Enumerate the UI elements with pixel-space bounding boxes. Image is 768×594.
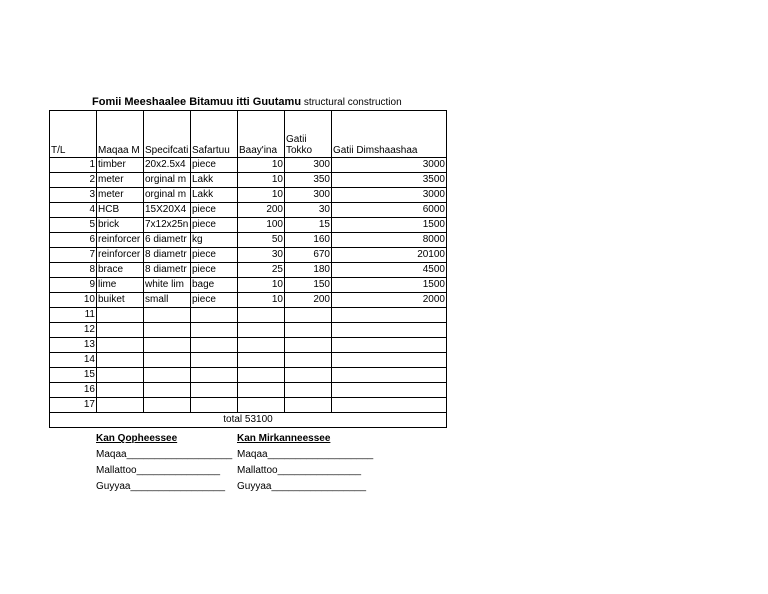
- item-unit: piece: [191, 248, 238, 263]
- item-unit: piece: [191, 263, 238, 278]
- row-number: 2: [50, 173, 97, 188]
- item-quantity: [238, 398, 285, 413]
- item-unit-price: [285, 308, 332, 323]
- header-gatii-tokko: Gatii Tokko: [285, 111, 332, 158]
- prepared-by-signature-line: Mallattoo_______________: [96, 465, 220, 476]
- approved-by-heading: Kan Mirkanneessee: [237, 433, 331, 444]
- approved-by-block: [237, 431, 373, 495]
- title-subtitle: structural construction: [303, 97, 402, 108]
- table-row: [50, 308, 447, 323]
- item-unit-price: 15: [285, 218, 332, 233]
- item-total-price: 1500: [332, 278, 447, 293]
- item-specification: small: [144, 293, 191, 308]
- item-name: [97, 338, 144, 353]
- item-unit-price: 150: [285, 278, 332, 293]
- item-specification: 8 diametr: [144, 263, 191, 278]
- item-total-price: [332, 368, 447, 383]
- item-quantity: 30: [238, 248, 285, 263]
- row-number: 16: [50, 383, 97, 398]
- item-name: brick: [97, 218, 144, 233]
- item-unit-price: 350: [285, 173, 332, 188]
- item-total-price: [332, 323, 447, 338]
- item-unit: [191, 368, 238, 383]
- item-quantity: 100: [238, 218, 285, 233]
- item-total-price: [332, 383, 447, 398]
- item-quantity: 25: [238, 263, 285, 278]
- item-name: meter: [97, 188, 144, 203]
- approved-by-date-line: Guyyaa_________________: [237, 481, 367, 492]
- item-total-price: 20100: [332, 248, 447, 263]
- row-number: 12: [50, 323, 97, 338]
- item-quantity: [238, 323, 285, 338]
- item-total-price: [332, 398, 447, 413]
- item-unit: piece: [191, 293, 238, 308]
- item-unit-price: 200: [285, 293, 332, 308]
- item-unit: piece: [191, 158, 238, 173]
- table-row: [50, 383, 447, 398]
- row-number: 13: [50, 338, 97, 353]
- table-row: [50, 368, 447, 383]
- row-number: 17: [50, 398, 97, 413]
- item-total-price: 8000: [332, 233, 447, 248]
- header-tl: T/L: [50, 111, 97, 158]
- table-row: [50, 353, 447, 368]
- row-number: 1: [50, 158, 97, 173]
- item-unit-price: 30: [285, 203, 332, 218]
- item-unit: [191, 338, 238, 353]
- row-number: 10: [50, 293, 97, 308]
- item-name: reinforcer: [97, 248, 144, 263]
- item-name: [97, 353, 144, 368]
- approved-by-signature-line: Mallattoo_______________: [237, 465, 361, 476]
- header-gatii-dimshaashaa: Gatii Dimshaashaa: [332, 111, 447, 158]
- row-number: 6: [50, 233, 97, 248]
- item-specification: orginal m: [144, 188, 191, 203]
- item-total-price: [332, 308, 447, 323]
- table-row: [50, 278, 447, 293]
- table-row: [50, 263, 447, 278]
- header-row: [50, 111, 447, 158]
- table-row: [50, 398, 447, 413]
- row-number: 8: [50, 263, 97, 278]
- row-number: 9: [50, 278, 97, 293]
- item-unit: Lakk: [191, 188, 238, 203]
- row-number: 7: [50, 248, 97, 263]
- item-total-price: 3000: [332, 158, 447, 173]
- item-unit-price: 670: [285, 248, 332, 263]
- item-name: meter: [97, 173, 144, 188]
- item-total-price: 3500: [332, 173, 447, 188]
- table-row: [50, 203, 447, 218]
- item-total-price: [332, 338, 447, 353]
- item-unit-price: [285, 323, 332, 338]
- item-unit: piece: [191, 203, 238, 218]
- item-total-price: 3000: [332, 188, 447, 203]
- item-unit: bage: [191, 278, 238, 293]
- item-specification: [144, 368, 191, 383]
- item-name: lime: [97, 278, 144, 293]
- form-title: [92, 95, 402, 110]
- row-number: 4: [50, 203, 97, 218]
- item-quantity: [238, 368, 285, 383]
- item-name: [97, 308, 144, 323]
- prepared-by-name-line: Maqaa___________________: [96, 449, 233, 460]
- item-total-price: [332, 353, 447, 368]
- item-specification: [144, 323, 191, 338]
- item-specification: 7x12x25n: [144, 218, 191, 233]
- item-quantity: 10: [238, 188, 285, 203]
- item-quantity: [238, 308, 285, 323]
- item-unit: [191, 308, 238, 323]
- item-name: timber: [97, 158, 144, 173]
- item-specification: 20x2.5x4: [144, 158, 191, 173]
- item-unit: Lakk: [191, 173, 238, 188]
- item-name: HCB: [97, 203, 144, 218]
- item-quantity: [238, 353, 285, 368]
- item-specification: 15X20X4: [144, 203, 191, 218]
- item-name: [97, 368, 144, 383]
- item-unit-price: [285, 398, 332, 413]
- item-quantity: 200: [238, 203, 285, 218]
- item-specification: [144, 398, 191, 413]
- item-specification: [144, 383, 191, 398]
- item-unit-price: [285, 353, 332, 368]
- item-unit-price: [285, 383, 332, 398]
- item-unit: [191, 398, 238, 413]
- item-specification: [144, 353, 191, 368]
- item-quantity: [238, 338, 285, 353]
- header-specification: Specifcati: [144, 111, 191, 158]
- item-specification: 8 diametr: [144, 248, 191, 263]
- item-unit-price: [285, 368, 332, 383]
- approved-by-name-line: Maqaa___________________: [237, 449, 374, 460]
- prepared-by-heading: Kan Qopheessee: [96, 433, 178, 444]
- table-row: [50, 218, 447, 233]
- table-row: [50, 248, 447, 263]
- item-unit: [191, 383, 238, 398]
- table-row: [50, 233, 447, 248]
- item-name: [97, 323, 144, 338]
- table-row: [50, 158, 447, 173]
- purchase-table: [49, 110, 447, 428]
- row-number: 11: [50, 308, 97, 323]
- table-row: [50, 293, 447, 308]
- item-quantity: 10: [238, 293, 285, 308]
- item-unit-price: 300: [285, 158, 332, 173]
- item-quantity: 10: [238, 173, 285, 188]
- item-total-price: 2000: [332, 293, 447, 308]
- item-unit: piece: [191, 218, 238, 233]
- item-unit-price: 300: [285, 188, 332, 203]
- row-number: 5: [50, 218, 97, 233]
- row-number: 3: [50, 188, 97, 203]
- header-baayina: Baay'ina: [238, 111, 285, 158]
- item-unit-price: 180: [285, 263, 332, 278]
- item-specification: [144, 308, 191, 323]
- total-row: [50, 413, 447, 428]
- item-unit-price: 160: [285, 233, 332, 248]
- grand-total: total 53100: [50, 413, 447, 428]
- item-quantity: [238, 383, 285, 398]
- header-safartuu: Safartuu: [191, 111, 238, 158]
- item-quantity: 10: [238, 158, 285, 173]
- item-name: buiket: [97, 293, 144, 308]
- item-specification: white lim: [144, 278, 191, 293]
- item-specification: [144, 338, 191, 353]
- item-quantity: 10: [238, 278, 285, 293]
- prepared-by-date-line: Guyyaa_________________: [96, 481, 226, 492]
- prepared-by-block: [96, 431, 232, 495]
- table-row: [50, 338, 447, 353]
- header-maqaa: Maqaa M: [97, 111, 144, 158]
- item-name: brace: [97, 263, 144, 278]
- item-total-price: 6000: [332, 203, 447, 218]
- item-unit-price: [285, 338, 332, 353]
- table-row: [50, 173, 447, 188]
- table-row: [50, 323, 447, 338]
- row-number: 14: [50, 353, 97, 368]
- item-unit: kg: [191, 233, 238, 248]
- title-main: Fomii Meeshaalee Bitamuu itti Guutamu: [92, 96, 302, 108]
- item-name: reinforcer: [97, 233, 144, 248]
- item-name: [97, 383, 144, 398]
- item-quantity: 50: [238, 233, 285, 248]
- table-row: [50, 188, 447, 203]
- item-name: [97, 398, 144, 413]
- item-specification: 6 diametr: [144, 233, 191, 248]
- row-number: 15: [50, 368, 97, 383]
- item-total-price: 4500: [332, 263, 447, 278]
- item-unit: [191, 323, 238, 338]
- item-unit: [191, 353, 238, 368]
- item-specification: orginal m: [144, 173, 191, 188]
- item-total-price: 1500: [332, 218, 447, 233]
